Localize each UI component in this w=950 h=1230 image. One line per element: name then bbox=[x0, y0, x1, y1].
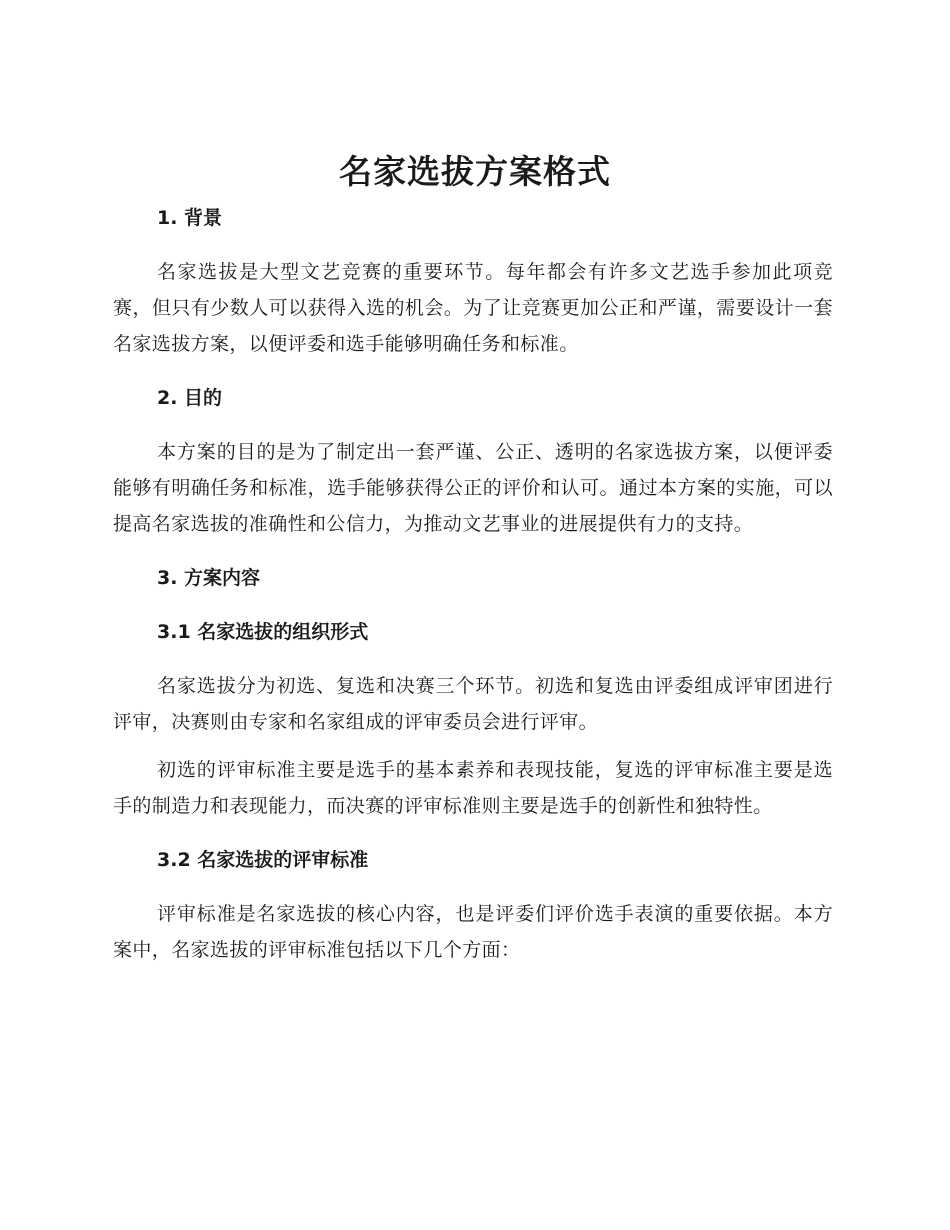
section-heading-content: 3. 方案内容 bbox=[157, 567, 261, 589]
paragraph-criteria-stages: 初选的评审标准主要是选手的基本素养和表现技能，复选的评审标准主要是选手的制造力和表现能力，而决赛的评审标准则主要是选手的创新性和独特性。 bbox=[113, 759, 833, 817]
paragraph-purpose: 本方案的目的是为了制定出一套严谨、公正、透明的名家选拔方案，以便评委能够有明确任务和标准，选手能够获得公正的评价和认可。通过本方案的实施，可以提高名家选拔的准确性和公信力，为推动文艺事业的进展提供有力的支持。 bbox=[113, 441, 833, 535]
paragraph-criteria: 评审标准是名家选拔的核心内容，也是评委们评价选手表演的重要依据。本方案中，名家选拔的评审标准包括以下几个方面： bbox=[113, 903, 833, 961]
subsection-heading-organization: 3.1 名家选拔的组织形式 bbox=[157, 621, 369, 643]
document-title: 名家选拔方案格式 bbox=[339, 152, 611, 191]
section-heading-background: 1. 背景 bbox=[157, 207, 223, 229]
subsection-heading-criteria: 3.2 名家选拔的评审标准 bbox=[157, 849, 369, 871]
document-body bbox=[113, 200, 833, 968]
paragraph-organization: 名家选拔分为初选、复选和决赛三个环节。初选和复选由评委组成评审团进行评审，决赛则由专家和名家组成的评审委员会进行评审。 bbox=[113, 675, 833, 733]
section-heading-purpose: 2. 目的 bbox=[157, 387, 223, 409]
paragraph-background: 名家选拔是大型文艺竞赛的重要环节。每年都会有许多文艺选手参加此项竞赛，但只有少数人可以获得入选的机会。为了让竞赛更加公正和严谨，需要设计一套名家选拔方案，以便评委和选手能够明确任务和标准。 bbox=[113, 261, 833, 355]
